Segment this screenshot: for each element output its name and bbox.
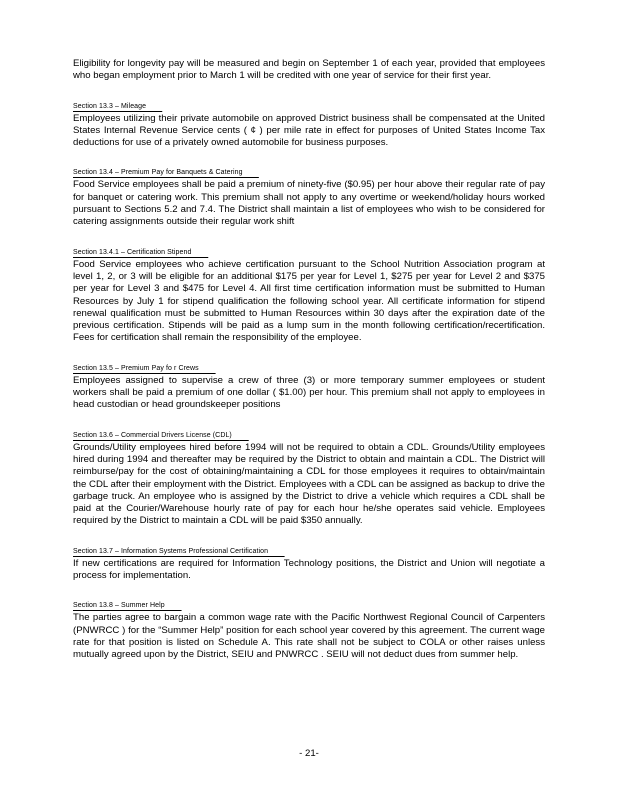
section-body: Employees utilizing their private automobile on approved District business shall be compensated at the United States Internal Revenue Service cents ( ¢ ) per mile rate in effect for purposes of United States Income Tax deductions for use of a privately owned automobile for business purposes.	[73, 112, 545, 149]
section-body: Grounds/Utility employees hired before 1994 will not be required to obtain a CDL. Grounds/Utility employees hired during 1994 and thereafter may be required by the District to obtain and maintain a CDL. The District will reimburse/pay for the cost of obtaining/maintaining a CDL for those employees it requires to obtain/maintain the CDL after their employment with the District. Employees with a CDL can be assigned as backup to drive the garbage truck. An employee who is assigned by the District to drive a vehicle which requires a CDL shall be paid at the Courier/Warehouse hourly rate of pay for each hour he/she operates said vehicle. Employees required by the District to maintain a CDL will be paid $350 annually.	[73, 441, 545, 527]
page-number: - 21-	[299, 748, 319, 759]
section-body: If new certifications are required for Information Technology positions, the District and Union will negotiate a process for implementation.	[73, 557, 545, 582]
section-heading: Section 13.8 – Summer Help	[73, 600, 181, 611]
section-heading: Section 13.4 – Premium Pay for Banquets & Catering	[73, 167, 259, 178]
section-body: Food Service employees who achieve certification pursuant to the School Nutrition Association program at level 1, 2, or 3 will be eligible for an additional $175 per year for Level 1, $275 per year for Level 2 and $375 per year for Level 3 and $475 for Level 4. All first time certification information must be submitted to Human Resources by July 1 for stipend qualification the following school year. All certificate information for stipend renewal qualification must be submitted to Human Resources within 30 days after the expiration date of the previous certification. Stipends will be paid as a lump sum in the month following certification/recertification. Fees for certification shall remain the responsibility of the employee.	[73, 258, 545, 344]
section-summer-help	[73, 594, 545, 661]
section-body: Employees assigned to supervise a crew of three (3) or more temporary summer employees or student workers shall be paid a premium of one dollar ( $1.00) per hour. This premium shall not apply to employees in head custodian or head groundskeeper positions	[73, 374, 545, 411]
section-mileage	[73, 95, 545, 150]
section-body: The parties agree to bargain a common wage rate with the Pacific Northwest Regional Council of Carpenters (PNWRCC ) for the “Summer Help” position for each school year covered by this agreement. The current wage rate for that position is listed on Schedule A. This rate shall not be subject to COLA or other raises unless mutually agreed upon by the District, SEIU and PNWRCC . SEIU will not deduct dues from summer help.	[73, 612, 545, 661]
section-heading: Section 13.4.1 – Certification Stipend	[73, 247, 208, 258]
section-heading: Section 13.6 – Commercial Drivers License (CDL)	[73, 430, 248, 441]
section-premium-banquets	[73, 161, 545, 228]
section-heading: Section 13.3 – Mileage	[73, 101, 163, 112]
section-body: Food Service employees shall be paid a premium of ninety-five ($0.95) per hour above their regular rate of pay for banquet or catering work. This premium shall not apply to any overtime or weekend/holiday hours worked pursuant to Sections 5.2 and 7.4. The District shall maintain a list of employees who wish to be considered for catering assignments outside their regular work shift	[73, 179, 545, 228]
intro-paragraph: Eligibility for longevity pay will be measured and begin on September 1 of each year, provided that employees who began employment prior to March 1 will be credited with one year of service for their first year.	[73, 58, 545, 82]
document-page	[73, 58, 545, 662]
section-certification-stipend	[73, 241, 545, 345]
section-heading: Section 13.7 – Information Systems Professional Certification	[73, 546, 285, 557]
section-heading: Section 13.5 – Premium Pay fo r Crews	[73, 363, 215, 374]
section-premium-crews	[73, 357, 545, 412]
section-cdl	[73, 424, 545, 528]
section-it-certification	[73, 540, 545, 583]
